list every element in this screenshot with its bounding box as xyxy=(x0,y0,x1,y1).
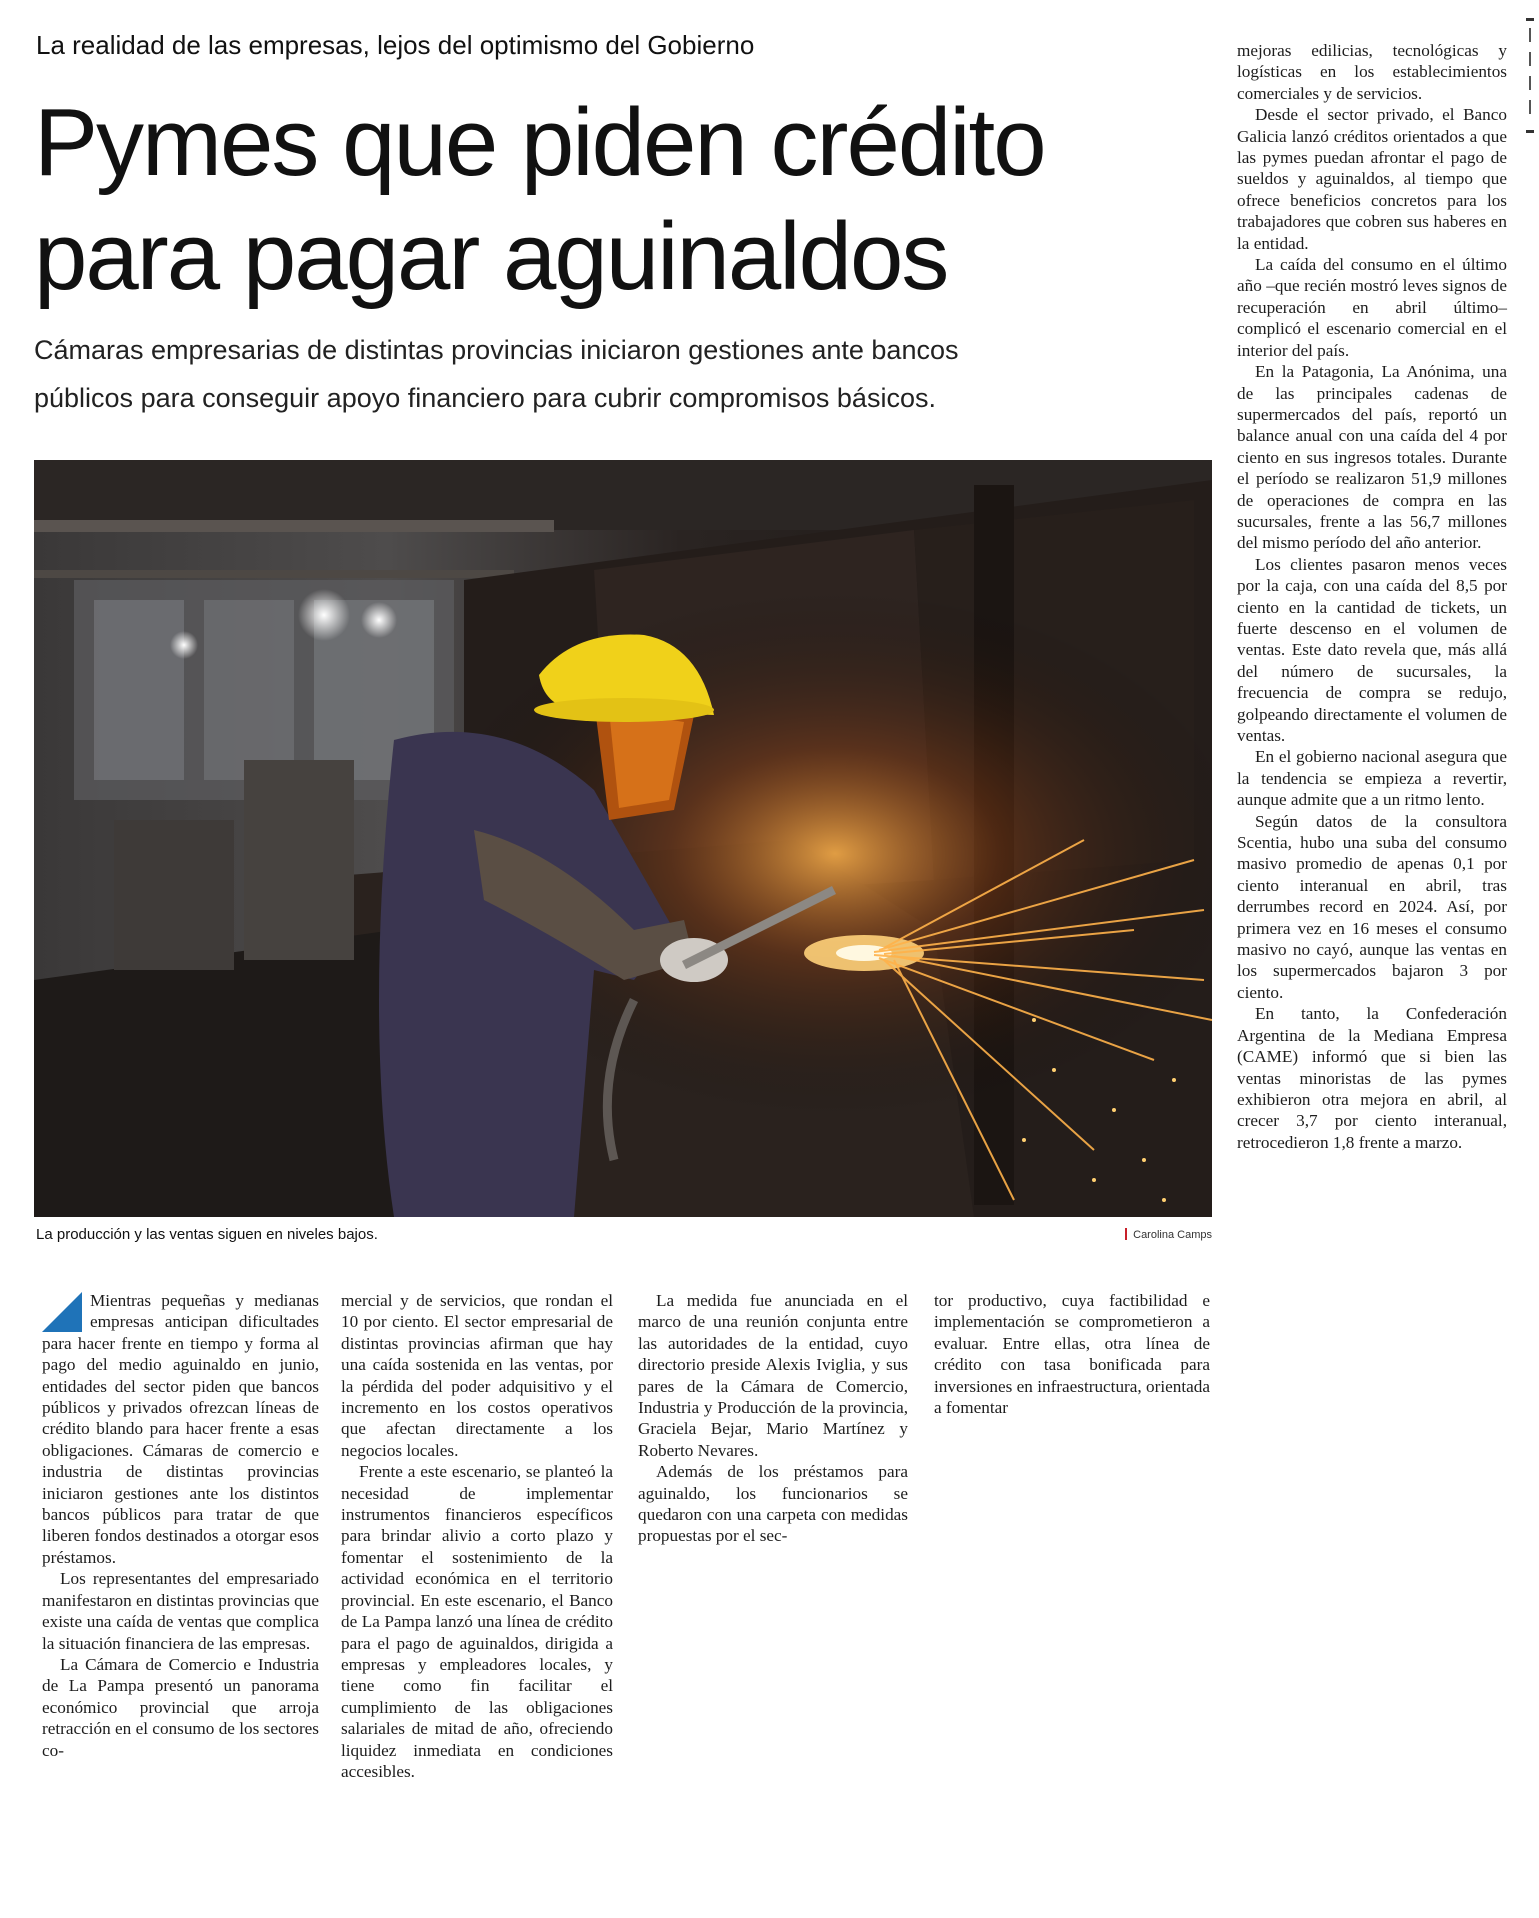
paragraph: Frente a este escenario, se planteó la necesidad de implementar instrumentos financieros específicos para brindar alivio a corto plazo y fomentar el sostenimiento de la actividad económica en el territorio provincial. En este escenario, el Banco de La Pampa lanzó una línea de crédito para el pago de aguinaldos, dirigida a empresas y empleadores locales, y tiene como fin facilitar el cumplimiento de las obligaciones salariales de mitad de año, ofreciendo liquidez inmediata en condiciones accesibles. xyxy=(341,1462,613,1781)
article-kicker: La realidad de las empresas, lejos del optimismo del Gobierno xyxy=(36,30,755,60)
paragraph: Según datos de la consultora Scentia, hubo una suba del consumo masivo promedio de apenas 0,1 por ciento interanual en abril, tras derrumbes record en 2024. Así, por primera vez en 16 meses el consumo masivo no cayó, aunque las ventas en los supermercados bajaron 3 por ciento. xyxy=(1237,811,1507,1002)
paragraph: La medida fue anunciada en el marco de una reunión conjunta entre las autoridades de la entidad, cuyo directorio preside Alexis Iviglia, y sus pares de la Cámara de Comercio, Industria y Producción de la provincia, Graciela Bejar, Mario Martínez y Roberto Nevares. xyxy=(638,1291,908,1460)
welder-illustration xyxy=(34,460,1212,1217)
headline-line-1: Pymes que piden crédito xyxy=(34,89,1045,196)
body-column-2 xyxy=(341,1290,613,1782)
paragraph: En el gobierno nacional asegura que la tendencia se empieza a revertir, aunque admite que a un ritmo lento. xyxy=(1237,747,1507,810)
paragraph: En tanto, la Confederación Argentina de la Mediana Empresa (CAME) informó que si bien las ventas minoristas de las pymes exhibieron otra mejora en abril, al crecer 3,7 por ciento interanual, retrocedieron 1,8 frente a marzo. xyxy=(1237,1004,1507,1152)
paragraph: tor productivo, cuya factibilidad e implementación se comprometieron a evaluar. Entre ellas, otra línea de crédito con tasa bonificada para inversiones en infraestructura, orientada a fomentar xyxy=(934,1291,1210,1418)
paragraph: Mientras pequeñas y medianas empresas anticipan dificultades para hacer frente en tiempo y forma al pago del medio aguinaldo en junio, entidades del sector piden que bancos públicos y privados ofrezcan líneas de crédito blando para hacer frente a esas obligaciones. Cámaras de comercio e industria de distintas provincias iniciaron gestiones ante los distintos bancos públicos para tratar de que liberen fondos destinados a otorgar esos préstamos. xyxy=(42,1291,319,1567)
page-edge-mark xyxy=(1526,18,1534,138)
paragraph: La caída del consumo en el último año –que recién mostró leves signos de recuperación en abril último– complicó el escenario comercial en el interior del país. xyxy=(1237,255,1507,360)
body-column-3 xyxy=(638,1290,908,1547)
deck-line-1: Cámaras empresarias de distintas provincias iniciaron gestiones ante bancos xyxy=(34,335,959,365)
body-column-5 xyxy=(1237,40,1507,1153)
paragraph: Los representantes del empresariado manifestaron en distintas provincias que existe una caída de ventas que complica la situación financiera de las empresas. xyxy=(42,1569,319,1653)
headline-line-2: para pagar aguinaldos xyxy=(34,203,948,310)
welder-photo xyxy=(34,460,1212,1217)
photo-caption: La producción y las ventas siguen en niveles bajos. xyxy=(36,1226,378,1243)
deck-line-2: públicos para conseguir apoyo financiero para cubrir compromisos básicos. xyxy=(34,383,936,413)
article-headline xyxy=(34,86,1184,314)
photo-credit-name: Carolina Camps xyxy=(1133,1229,1212,1241)
paragraph: Los clientes pasaron menos veces por la caja, con una caída del 8,5 por ciento en la cantidad de tickets, un fuerte descenso en el volumen de ventas. Este dato revela que, más allá del número de sucursales, la frecuencia de compra se redujo, golpeando directamente el volumen de ventas. xyxy=(1237,554,1507,745)
paragraph: mercial y de servicios, que rondan el 10 por ciento. El sector empresarial de distintas provincias afirman que hay una caída sostenida en las ventas, por la pérdida del poder adquisitivo y el incremento en los costos operativos que afectan directamente a los negocios locales. xyxy=(341,1291,613,1460)
credit-marker xyxy=(1125,1228,1127,1240)
paragraph: Desde el sector privado, el Banco Galicia lanzó créditos orientados a que las pymes puedan afrontar el pago de sueldos y aguinaldos, al tiempo que ofrece beneficios concretos para los trabajadores que cobren sus haberes en la entidad. xyxy=(1237,105,1507,253)
drop-triangle-icon xyxy=(42,1292,82,1332)
body-column-4 xyxy=(934,1290,1210,1418)
body-column-1 xyxy=(42,1290,319,1761)
paragraph: mejoras edilicias, tecnológicas y logísticas en los establecimientos comerciales y de servicios. xyxy=(1237,41,1507,103)
paragraph: En la Patagonia, La Anónima, una de las principales cadenas de supermercados del país, reportó un balance anual con una caída del 4 por ciento en sus ingresos totales. Durante el período se realizaron 51,9 millones de operaciones de compra en las sucursales, frente a las 56,7 millones del mismo período del año anterior. xyxy=(1237,362,1507,553)
article-deck xyxy=(34,326,1214,422)
photo-credit xyxy=(1125,1228,1212,1241)
paragraph: La Cámara de Comercio e Industria de La Pampa presentó un panorama económico provincial que arroja retracción en el consumo de los sectores co- xyxy=(42,1654,319,1760)
paragraph: Además de los préstamos para aguinaldo, los funcionarios se quedaron con una carpeta con medidas propuestas por el sec- xyxy=(638,1462,908,1546)
